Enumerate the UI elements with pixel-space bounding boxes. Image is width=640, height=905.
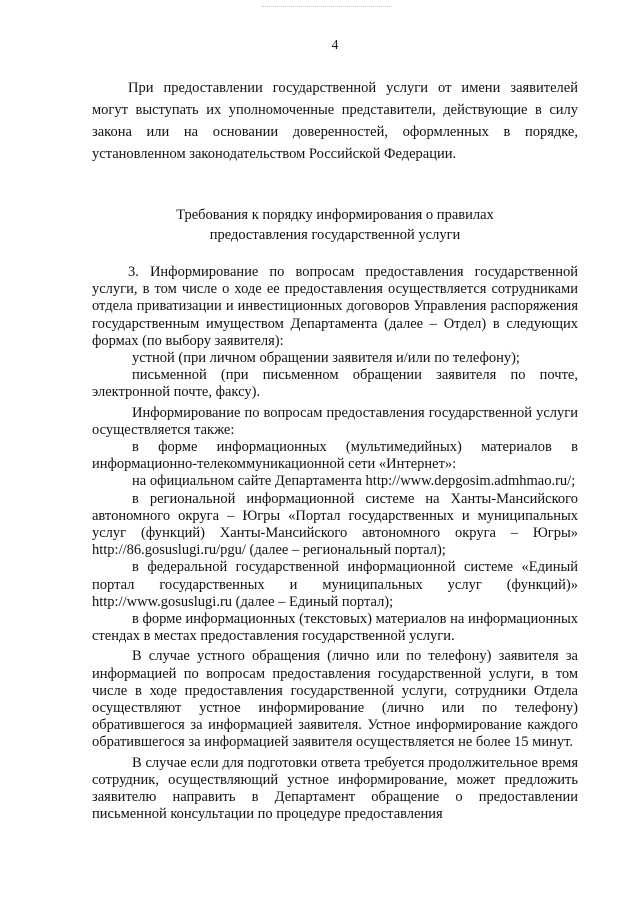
section-heading-line-1: Требования к порядку информирования о правилах	[176, 207, 494, 223]
paragraph-also-informing: Информирование по вопросам предоставления государственной услуги осуществляется также:	[92, 404, 578, 438]
paragraph-oral-request: В случае устного обращения (лично или по телефону) заявителя за информацией по вопросам предоставления государственной услуги, в том числе в ходе предоставления государственной услуги, сотрудники Отдела осуществляют устное информирование (лично или по телефону) обратившегося за информацией заявителя. Устное информирование каждого обратившегося за информацией заявителя осуществляется не более 15 минут.	[92, 648, 578, 751]
page-number: 4	[331, 37, 339, 52]
paragraph-regional-portal: в региональной информационной системе на Ханты-Мансийского автономного округа – Югры «Портал государственных и муниципальных услуг (функций) Ханты-Мансийского автономного округа – Югры» http://86.gosuslugi.ru/pgu/ (далее – региональный портал);	[92, 490, 578, 559]
section-heading-line-2: предоставления государственной услуги	[209, 227, 461, 243]
paragraph-written-form: письменной (при письменном обращении заявителя по почте, электронной почте, факсу).	[92, 367, 578, 401]
scan-artifact	[262, 6, 392, 10]
paragraph-info-stands: в форме информационных (текстовых) материалов на информационных стендах в местах предоставления государственной услуги.	[92, 611, 578, 645]
section-text	[92, 264, 578, 824]
paragraph-item-3: 3. Информирование по вопросам предоставления государственной услуги, в том числе о ходе ее предоставления осуществляется сотрудниками отдела приватизации и инвестиционных договоров Управления распоряжения государственным имуществом Департамента (далее – Отдел) в следующих формах (по выбору заявителя):	[92, 264, 578, 349]
intro-paragraph: При предоставлении государственной услуги от имени заявителей могут выступать их уполномоченные представители, действующие в силу закона или на основании доверенностей, оформленных в порядке, установленном законодательством Российской Федерации.	[92, 80, 578, 162]
paragraph-official-site: на официальном сайте Департамента http://www.depgosim.admhmao.ru/;	[132, 473, 576, 490]
paragraph-multimedia: в форме информационных (мультимедийных) материалов в информационно-телекоммуникационной сети «Интернет»:	[92, 439, 578, 473]
section-heading	[92, 205, 578, 245]
document-body	[92, 77, 578, 824]
paragraph-long-answer: В случае если для подготовки ответа требуется продолжительное время сотрудник, осуществляющий устное информирование, может предложить заявителю направить в Департамент обращение о предоставлении письменной консультации по процедуре предоставления	[92, 754, 578, 823]
paragraph-federal-portal: в федеральной государственной информационной системе «Единый портал государственных и муниципальных услуг (функций)» http://www.gosuslugi.ru (далее – Единый портал);	[92, 559, 578, 610]
paragraph-oral-form: устной (при личном обращении заявителя и/или по телефону);	[132, 350, 520, 367]
